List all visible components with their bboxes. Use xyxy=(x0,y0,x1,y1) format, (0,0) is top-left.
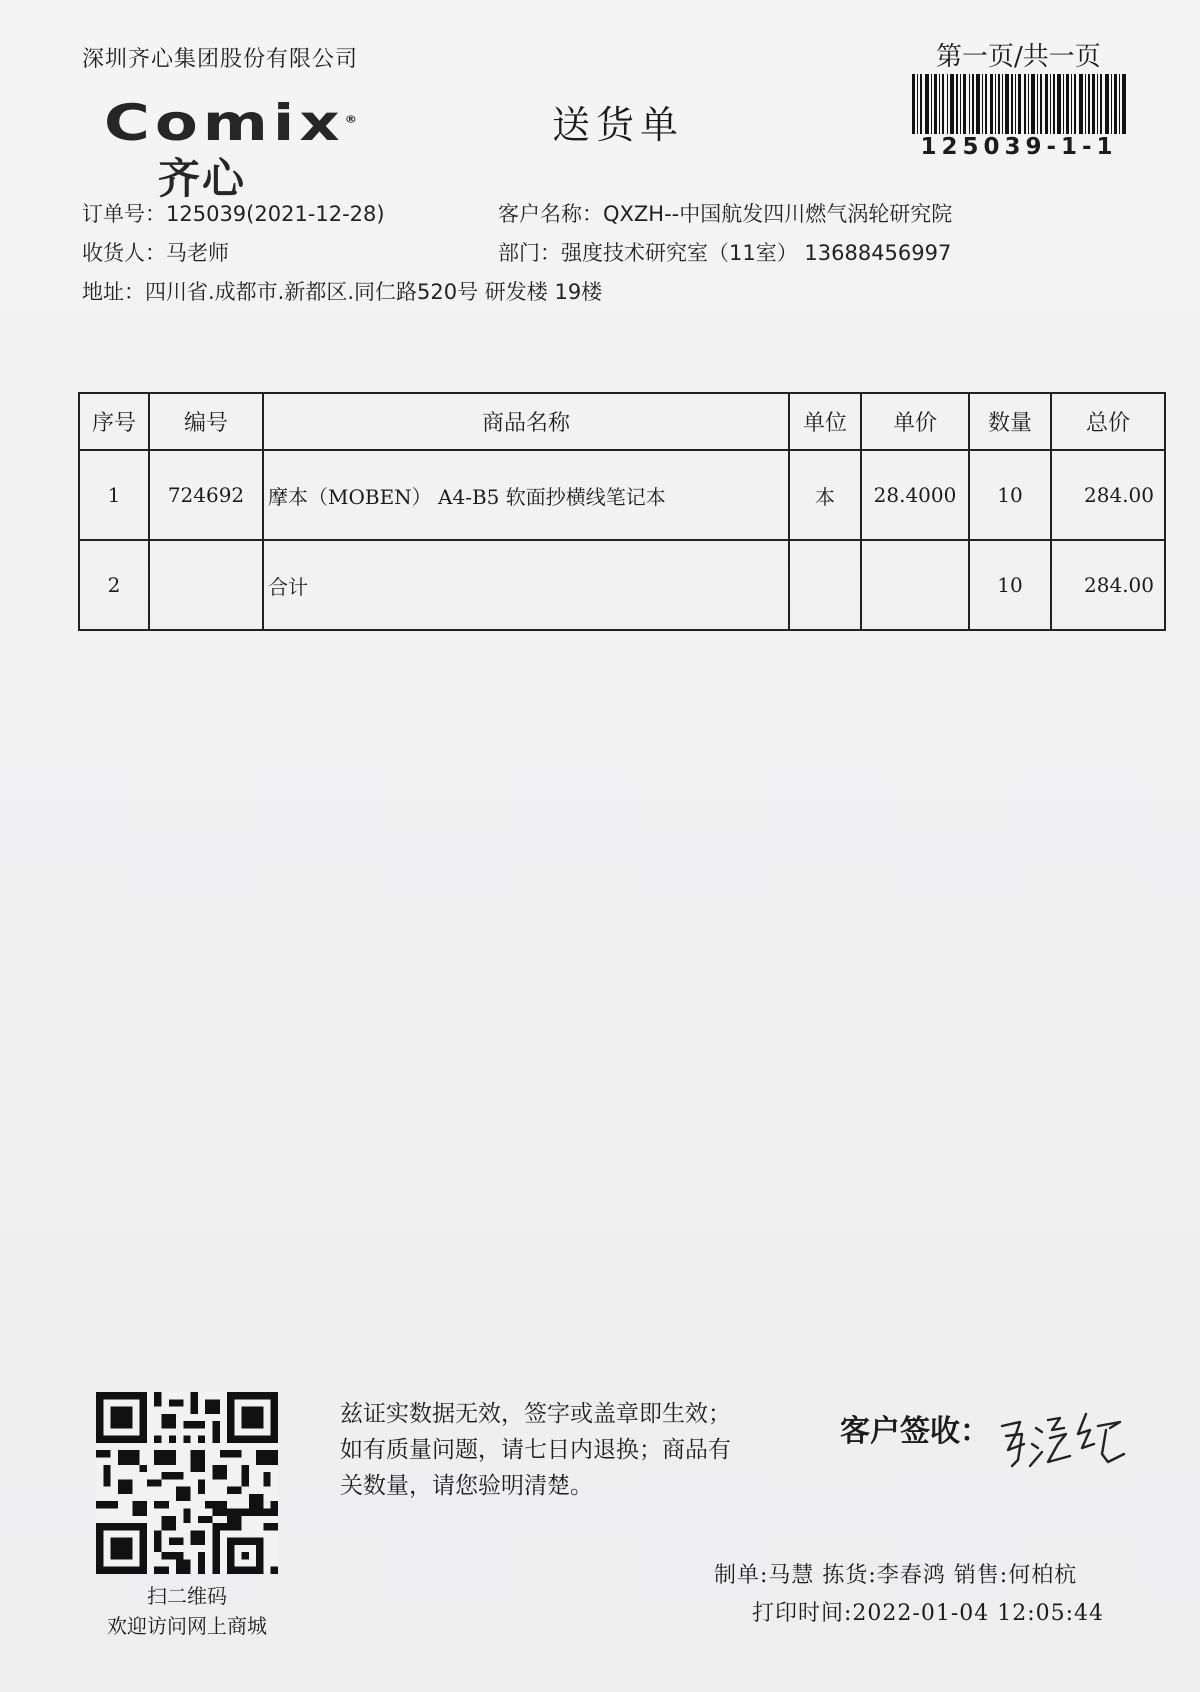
cell-seq: 1 xyxy=(79,450,149,540)
col-header: 总价 xyxy=(1051,393,1165,450)
col-header: 单价 xyxy=(861,393,969,450)
qr-code-image xyxy=(96,1392,278,1574)
notice-text: 兹证实数据无效，签字或盖章即生效；如有质量问题，请七日内退换；商品有关数量，请您验明清楚。 xyxy=(340,1401,731,1499)
barcode-image xyxy=(912,74,1126,134)
cell-quantity: 10 xyxy=(969,540,1051,630)
col-header: 序号 xyxy=(79,393,149,450)
company-name: 深圳齐心集团股份有限公司 xyxy=(82,47,359,72)
order-number: 订单号：125039(2021-12-28) xyxy=(82,202,385,226)
comix-logo-cjk: 齐心 xyxy=(158,154,247,203)
cell-seq: 2 xyxy=(79,540,149,630)
qr-caption: 扫二维码 xyxy=(147,1584,227,1608)
barcode-number: 125039-1-1 xyxy=(920,134,1118,160)
handwritten-signature xyxy=(998,1404,1128,1476)
items-table xyxy=(78,392,1166,631)
col-header: 单位 xyxy=(789,393,861,450)
col-header: 数量 xyxy=(969,393,1051,450)
logo-latin-text: Comix xyxy=(104,94,345,152)
table-header-row xyxy=(79,393,1165,450)
cell-unit xyxy=(789,540,861,630)
cell-unit-price xyxy=(861,540,969,630)
col-header: 编号 xyxy=(149,393,263,450)
department: 部门：强度技术研究室（11室） 13688456997 xyxy=(498,241,952,265)
staff-info: 制单:马慧 拣货:李春鸿 销售:何柏杭 xyxy=(714,1563,1078,1588)
page-indicator: 第一页/共一页 xyxy=(936,42,1101,72)
document-title: 送货单 xyxy=(552,103,685,147)
table-row xyxy=(79,450,1165,540)
cell-code xyxy=(149,540,263,630)
col-header: 商品名称 xyxy=(263,393,789,450)
receiver-name: 收货人：马老师 xyxy=(82,241,229,265)
cell-unit: 本 xyxy=(789,450,861,540)
cell-quantity: 10 xyxy=(969,450,1051,540)
print-time: 打印时间:2022-01-04 12:05:44 xyxy=(752,1601,1105,1626)
cell-total: 284.00 xyxy=(1051,450,1165,540)
table-row xyxy=(79,540,1165,630)
delivery-address: 地址：四川省.成都市.新都区.同仁路520号 研发楼 19楼 xyxy=(82,280,603,304)
cell-unit-price: 28.4000 xyxy=(861,450,969,540)
customer-name: 客户名称：QXZH--中国航发四川燃气涡轮研究院 xyxy=(498,202,953,226)
cell-code: 724692 xyxy=(149,450,263,540)
qr-caption-store: 欢迎访问网上商城 xyxy=(107,1614,267,1638)
cell-product-name: 摩本（MOBEN） A4-B5 软面抄横线笔记本 xyxy=(263,450,789,540)
cell-total: 284.00 xyxy=(1051,540,1165,630)
comix-logo: Comix® xyxy=(104,94,363,152)
customer-signature-label: 客户签收： xyxy=(840,1414,990,1449)
cell-product-name: 合计 xyxy=(263,540,789,630)
